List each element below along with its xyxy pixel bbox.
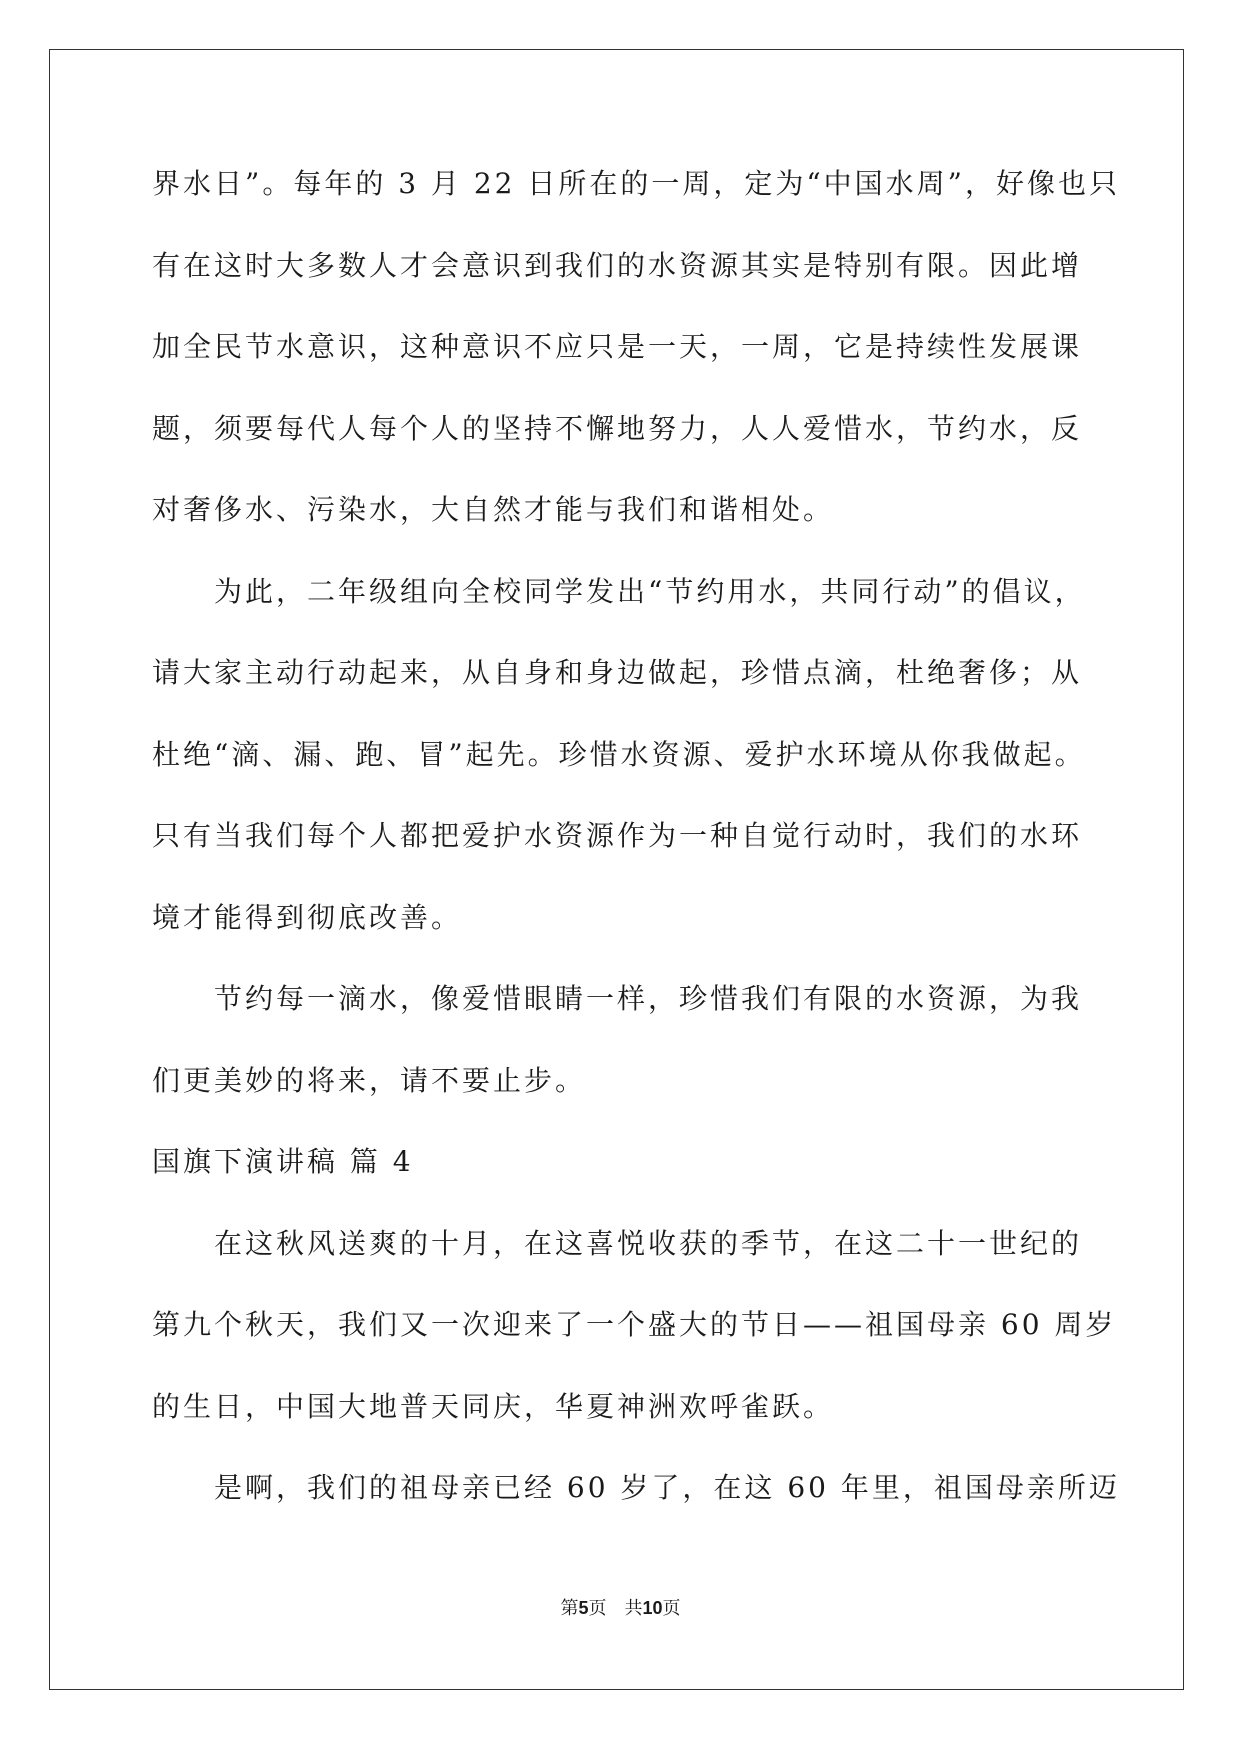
text-line: 们更美妙的将来，请不要止步。	[152, 1063, 587, 1097]
text-line: 第九个秋天，我们又一次迎来了一个盛大的节日——祖国母亲 60 周岁	[152, 1308, 1117, 1341]
footer-suffix: 页	[662, 1598, 681, 1619]
paragraph-start-line: 节约每一滴水，像爱惜眼睛一样，珍惜我们有限的水资源，为我	[214, 982, 1083, 1015]
text-line: 境才能得到彻底改善。	[152, 900, 463, 934]
paragraph-start-line: 是啊，我们的祖母亲已经 60 岁了，在这 60 年里，祖国母亲所迈	[214, 1471, 1120, 1504]
paragraph-start-line: 在这秋风送爽的十月，在这喜悦收获的季节，在这二十一世纪的	[214, 1226, 1083, 1260]
footer-mid: 页 共	[588, 1598, 643, 1619]
paragraph-start-line: 为此，二年级组向全校同学发出“节约用水，共同行动”的倡议，	[214, 574, 1086, 608]
total-page-count: 10	[642, 1598, 663, 1618]
text-line: 的生日，中国大地普天同庆，华夏神洲欢呼雀跃。	[152, 1389, 835, 1423]
text-line: 有在这时大多数人才会意识到我们的水资源其实是特别有限。因此增	[152, 248, 1083, 282]
text-line: 请大家主动行动起来，从自身和身边做起，珍惜点滴，杜绝奢侈；从	[152, 656, 1083, 689]
document-body	[152, 164, 1120, 1550]
text-line: 只有当我们每个人都把爱护水资源作为一种自觉行动时，我们的水环	[152, 819, 1083, 852]
text-line: 杜绝“滴、漏、跑、冒”起先。珍惜水资源、爱护水环境从你我做起。	[152, 737, 1086, 771]
text-line: 对奢侈水、污染水，大自然才能与我们和谐相处。	[152, 493, 835, 526]
text-line: 界水日”。每年的 3 月 22 日所在的一周，定为“中国水周”，好像也只	[152, 167, 1120, 200]
text-line: 加全民节水意识，这种意识不应只是一天，一周，它是持续性发展课	[152, 330, 1083, 363]
text-line: 题，须要每代人每个人的坚持不懈地努力，人人爱惜水，节约水，反	[152, 411, 1083, 445]
section-heading: 国旗下演讲稿 篇 4	[152, 1145, 414, 1178]
footer-prefix: 第	[560, 1598, 579, 1619]
page-footer	[0, 1594, 1241, 1620]
current-page-number: 5	[578, 1598, 589, 1618]
